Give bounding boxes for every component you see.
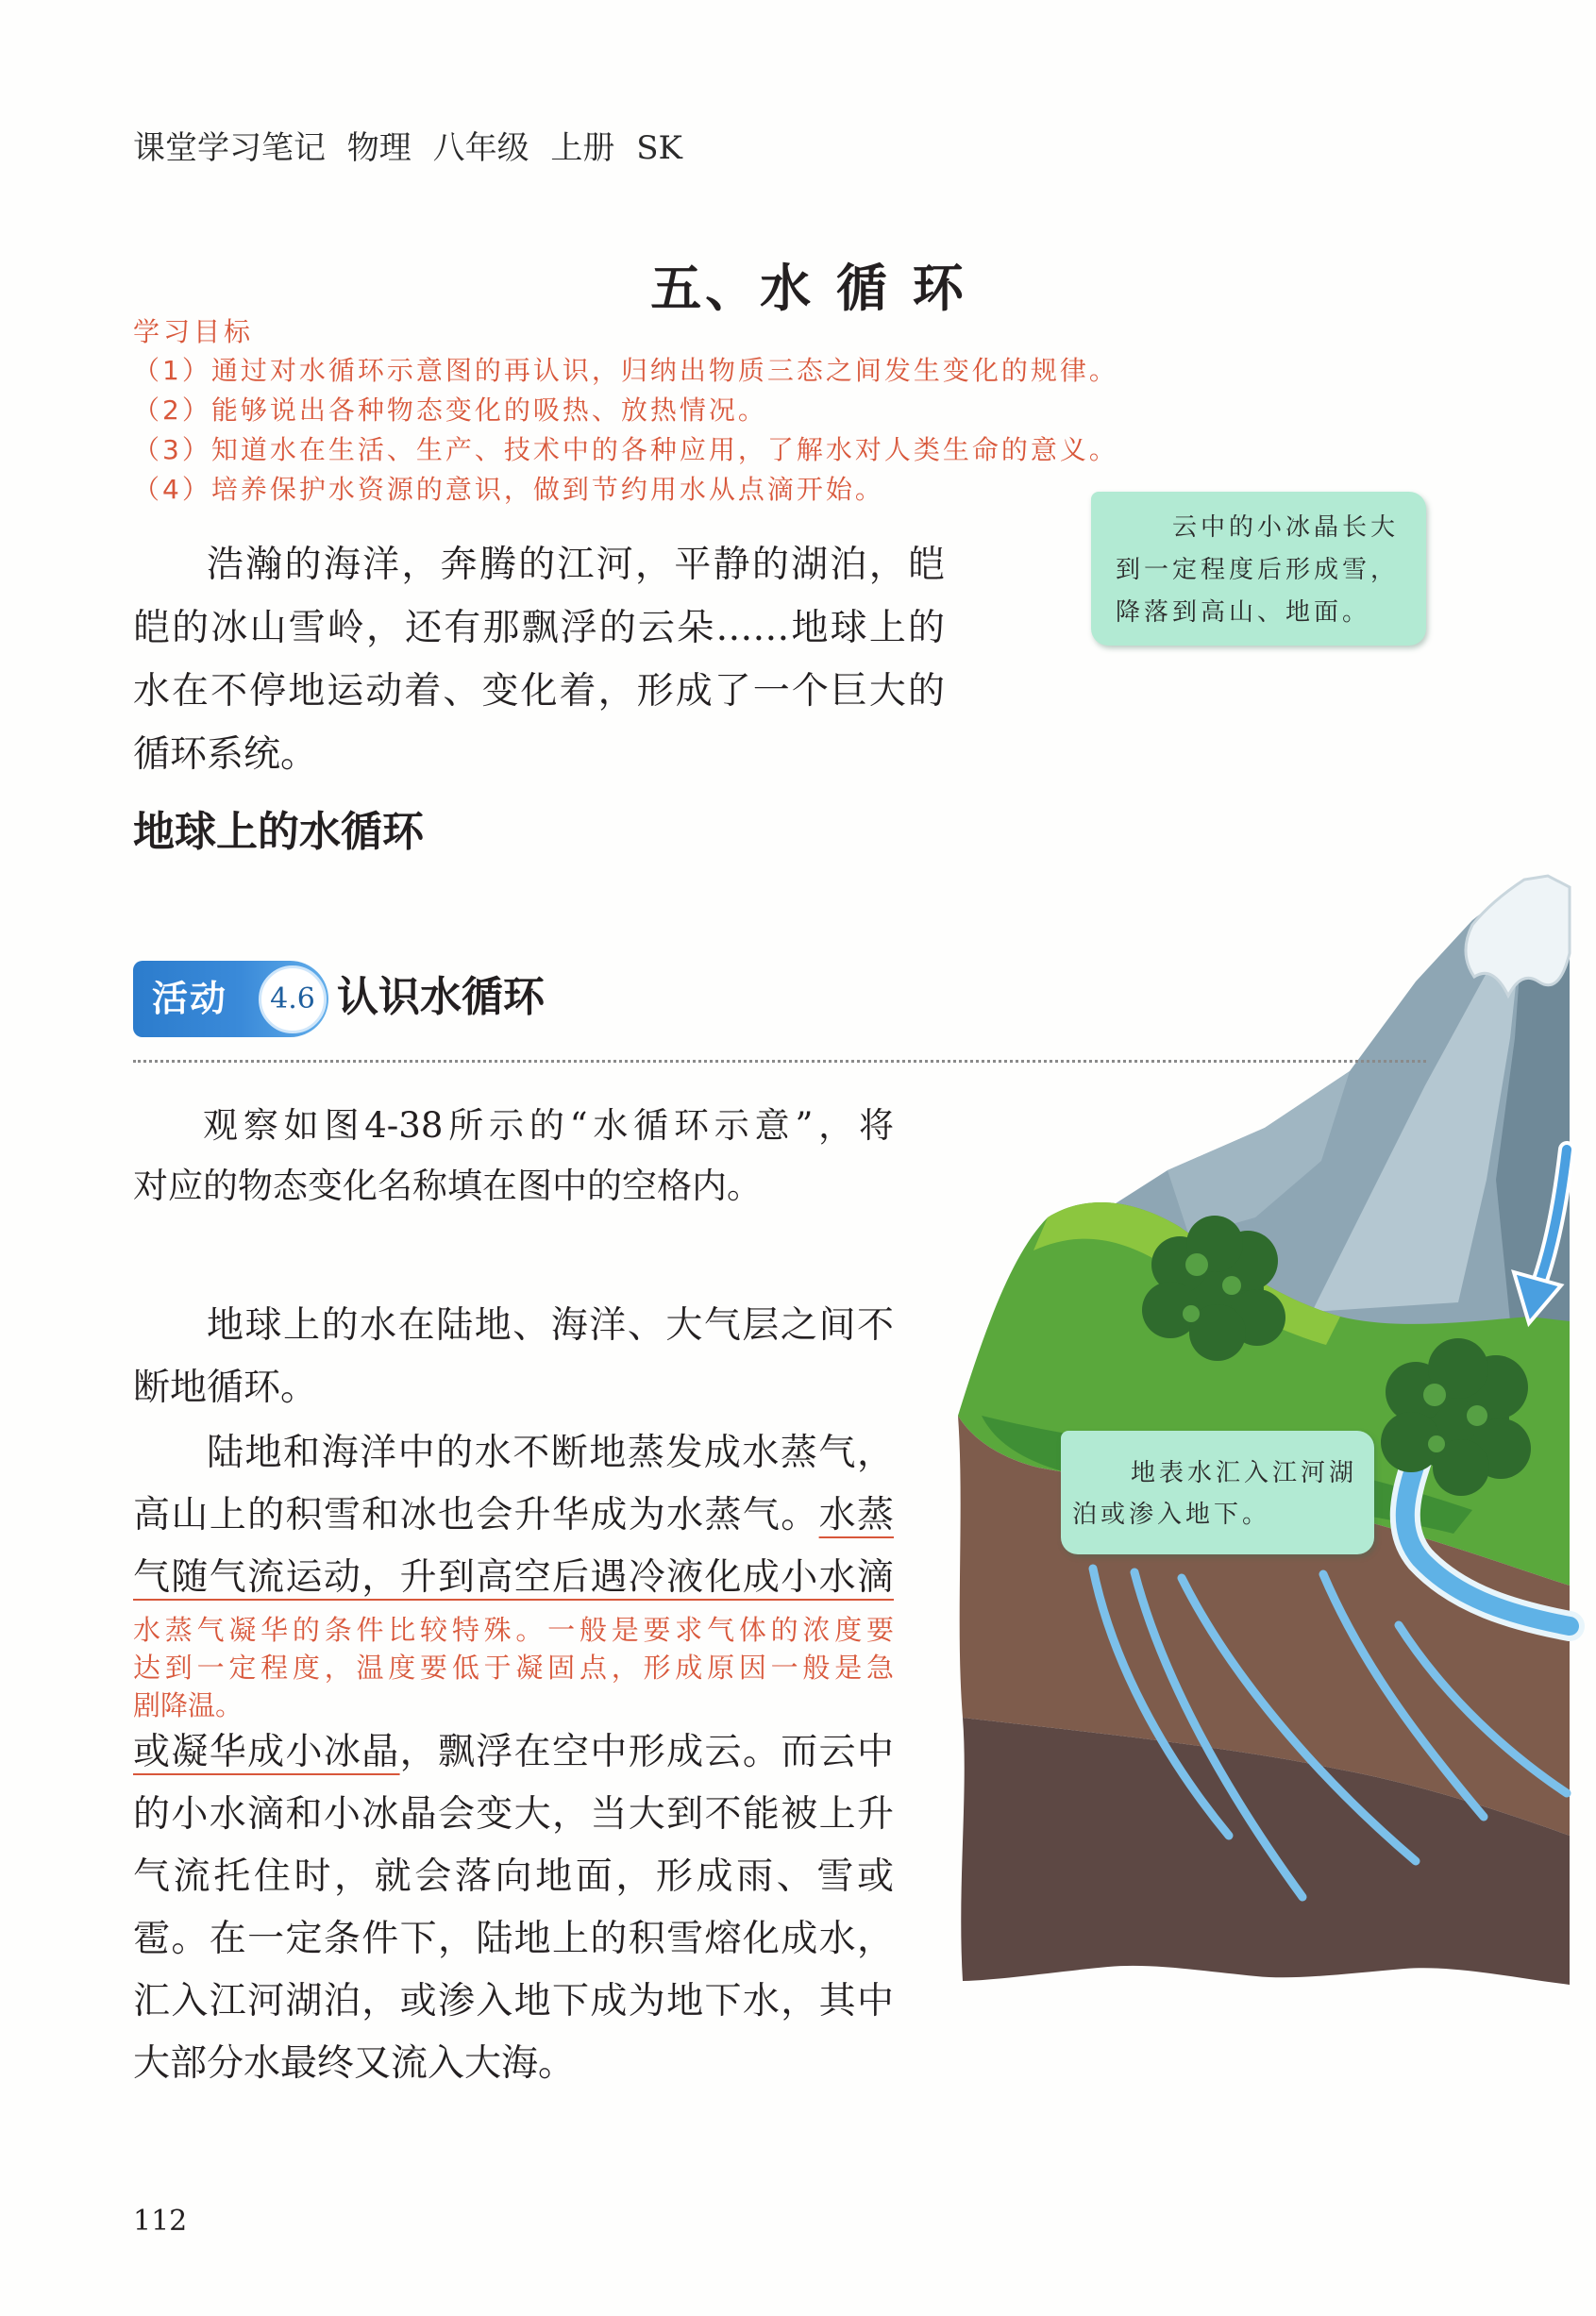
activity-badge (133, 961, 328, 1037)
underlined-text: 气随气流运动，升到高空后遇冷液化成小水滴 (133, 1556, 894, 1599)
section-heading: 地球上的水循环 (133, 808, 424, 856)
tree-highlight (1423, 1384, 1446, 1406)
activity-label: 活动 (152, 978, 228, 1019)
intro-line: 水在不停地运动着、变化着，形成了一个巨大的 (133, 670, 945, 713)
body-line: 汇入江河湖泊，或渗入地下成为地下水，其中 (133, 1980, 894, 2022)
intro-line: 循环系统。 (133, 733, 318, 776)
callout-line: 地表水汇入江河湖 (1131, 1459, 1358, 1487)
objective-item: （3）知道水在生活、生产、技术中的各种应用，了解水对人类生命的意义。 (133, 434, 1118, 465)
body-line: 大部分水最终又流入大海。 (133, 2042, 576, 2085)
body-line: 的小水滴和小冰晶会变大，当大到不能被上升 (133, 1793, 894, 1836)
callout-line: 云中的小冰晶长大 (1172, 513, 1400, 542)
activity-line: 对应的物态变化名称填在图中的空格内。 (133, 1166, 762, 1206)
intro-line: 皑的冰山雪岭，还有那飘浮的云朵……地球上的 (133, 607, 945, 649)
body-text: 高山上的积雪和冰也会升华成为水蒸气。 (133, 1494, 819, 1536)
dotted-divider (133, 1060, 1426, 1063)
intro-line: 浩瀚的海洋，奔腾的江河，平静的湖泊，皑 (207, 544, 945, 586)
note-line: 水蒸气凝华的条件比较特殊。一般是要求气体的浓度要 (133, 1614, 894, 1646)
body-text: ，飘浮在空中形成云。而云中 (399, 1731, 894, 1773)
callout-line: 泊或渗入地下。 (1072, 1501, 1271, 1529)
page-title: 五、水 循 环 (650, 258, 967, 318)
paragraph-evaporation (133, 1422, 894, 1609)
intro-paragraph (133, 533, 945, 786)
running-header: 课堂学习笔记 物理 八年级 上册 SK (133, 129, 682, 167)
body-line: 地球上的水在陆地、海洋、大气层之间不 (207, 1304, 894, 1347)
tree-highlight (1183, 1305, 1200, 1322)
activity-instructions (133, 1096, 894, 1217)
tree-highlight (1467, 1405, 1487, 1426)
paragraph-precipitation (133, 1721, 894, 2095)
activity-title: 认识水循环 (337, 973, 545, 1021)
handwritten-note (133, 1611, 894, 1724)
callout-line: 到一定程度后形成雪， (1116, 556, 1400, 584)
tree-highlight (1185, 1253, 1208, 1276)
body-line: 断地循环。 (133, 1367, 318, 1409)
callout-snow (1091, 492, 1426, 646)
objective-item: （2）能够说出各种物态变化的吸热、放热情况。 (133, 394, 767, 426)
tree-highlight (1222, 1276, 1241, 1295)
objective-item: （4）培养保护水资源的意识，做到节约用水从点滴开始。 (133, 474, 884, 505)
tree-highlight (1428, 1435, 1445, 1452)
underlined-text: 或凝华成小冰晶 (133, 1731, 400, 1773)
body-line (133, 1485, 894, 1547)
objectives-heading: 学习目标 (133, 316, 255, 347)
body-line: 雹。在一定条件下，陆地上的积雪熔化成水， (133, 1918, 894, 1960)
body-line (133, 1547, 894, 1609)
underlined-text: 水蒸 (818, 1494, 894, 1536)
paragraph-cycle (133, 1295, 894, 1419)
body-line: 陆地和海洋中的水不断地蒸发成水蒸气， (207, 1432, 894, 1474)
body-line: 气流托住时，就会落向地面，形成雨、雪或 (133, 1855, 894, 1898)
objective-item: （1）通过对水循环示意图的再认识，归纳出物质三态之间发生变化的规律。 (133, 355, 1118, 386)
activity-number: 4.6 (259, 965, 327, 1033)
page-number: 112 (133, 2205, 188, 2238)
note-line: 剧降温。 (133, 1689, 244, 1721)
note-line: 达到一定程度，温度要低于凝固点，形成原因一般是急 (133, 1652, 894, 1684)
body-line (133, 1721, 894, 1784)
callout-line: 降落到高山、地面。 (1116, 598, 1371, 627)
learning-objectives (133, 313, 1118, 510)
callout-surface-water (1061, 1431, 1374, 1554)
activity-line: 观察如图4-38所示的“水循环示意”，将 (203, 1105, 894, 1146)
